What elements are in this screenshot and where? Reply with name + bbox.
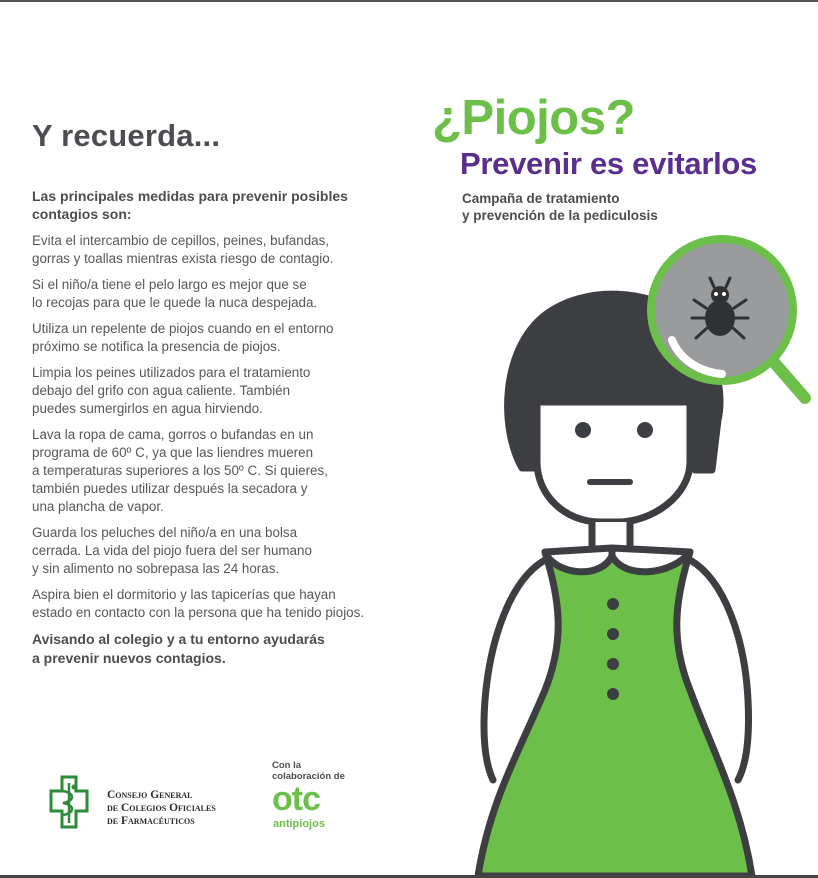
left-eye — [575, 422, 591, 438]
dress-button — [607, 688, 619, 700]
intro-text: Las principales medidas para prevenir posibles contagios son: — [32, 188, 348, 222]
tip-item: Aspira bien el dormitorio y las tapicerías que hayan estado en contacto con la persona que ha tenido piojos. — [32, 587, 365, 620]
tip-item: Guarda los peluches del niño/a en una bolsa cerrada. La vida del piojo fuera del ser humano y sin alimento no sobrepasa las 24 horas. — [32, 525, 312, 576]
cgcof-name: Consejo General de Colegios Oficiales de Farmacéuticos — [107, 789, 216, 827]
top-rule — [0, 0, 818, 2]
otc-logo: otc — [272, 780, 320, 818]
right-eye — [637, 422, 653, 438]
heading-recuerda: Y recuerda... — [32, 118, 221, 153]
closing-text: Avisando al colegio y a tu entorno ayudarás a prevenir nuevos contagios. — [32, 631, 325, 666]
cgcof-logo — [49, 775, 289, 831]
face-shape — [537, 402, 690, 522]
dress-button — [607, 598, 619, 610]
tip-item: Lava la ropa de cama, gorros o bufandas en un programa de 60º C, ya que las liendres mueren a temperaturas superiores a los 50º C. Si quieres, también puedes utilizar después la secadora y una plancha de vapor. — [32, 427, 328, 514]
collaboration-label: Con la colaboración de — [272, 760, 345, 782]
tips-list — [32, 232, 382, 668]
subtitle-prevenir: Prevenir es evitarlos — [460, 146, 757, 181]
dress-button — [607, 658, 619, 670]
dress-button — [607, 628, 619, 640]
pharmacy-cross-icon — [49, 775, 89, 829]
tip-item: Utiliza un repelente de piojos cuando en el entorno próximo se notifica la presencia de piojos. — [32, 321, 334, 354]
child-illustration — [460, 225, 818, 878]
tip-item: Evita el intercambio de cepillos, peines, bufandas, gorras y toallas mientras exista riesgo de contagio. — [32, 233, 334, 266]
tip-item: Si el niño/a tiene el pelo largo es mejor que se lo recojas para que le quede la nuca despejada. — [32, 277, 318, 310]
tip-item: Limpia los peines utilizados para el tratamiento debajo del grifo con agua caliente. También puedes sumergirlos en agua hirviendo. — [32, 365, 311, 416]
campaign-text: Campaña de tratamiento y prevención de la pediculosis — [462, 191, 658, 223]
otc-tagline: antipiojos — [273, 818, 325, 830]
title-piojos: ¿Piojos? — [432, 91, 635, 145]
